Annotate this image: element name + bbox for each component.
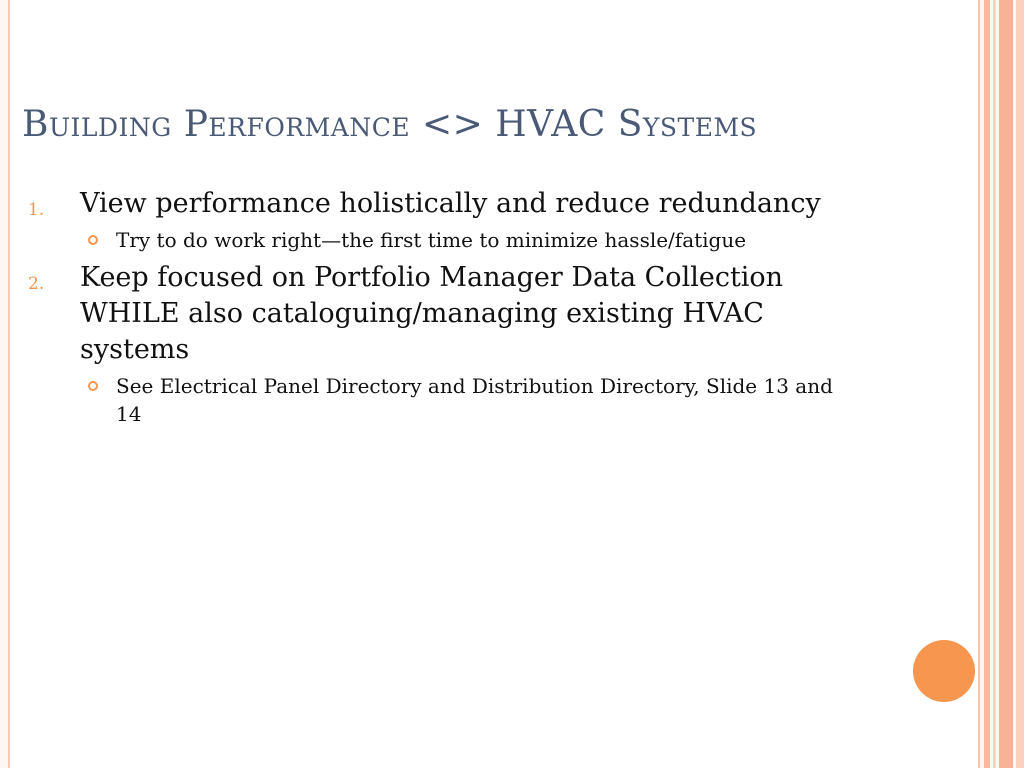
circle-bullet-icon [88,381,98,391]
item-number: 1. [28,200,45,220]
item-number: 2. [28,274,45,294]
item-text: Keep focused on Portfolio Manager Data Collection WHILE also cataloguing/managing existing HVAC systems [80,262,784,365]
bullet-list [28,186,848,434]
sub-list-item [80,372,848,428]
circle-bullet-icon [88,235,98,245]
item-text: View performance holistically and reduce redundancy [80,188,821,219]
sub-bullet-list [80,226,848,254]
sub-item-text: See Electrical Panel Directory and Distribution Directory, Slide 13 and 14 [116,374,833,426]
slide-title: Building Performance <> HVAC Systems [22,104,758,145]
right-stripe [1016,0,1024,768]
sub-bullet-list [80,372,848,428]
right-stripe [984,0,990,768]
list-item [28,186,848,254]
right-stripe [978,0,980,768]
sub-list-item [80,226,848,254]
sub-item-text: Try to do work right—the first time to minimize hassle/fatigue [116,228,747,252]
decorative-circle [913,640,975,702]
right-stripe [999,0,1013,768]
right-stripe [993,0,996,768]
list-item [28,260,848,428]
